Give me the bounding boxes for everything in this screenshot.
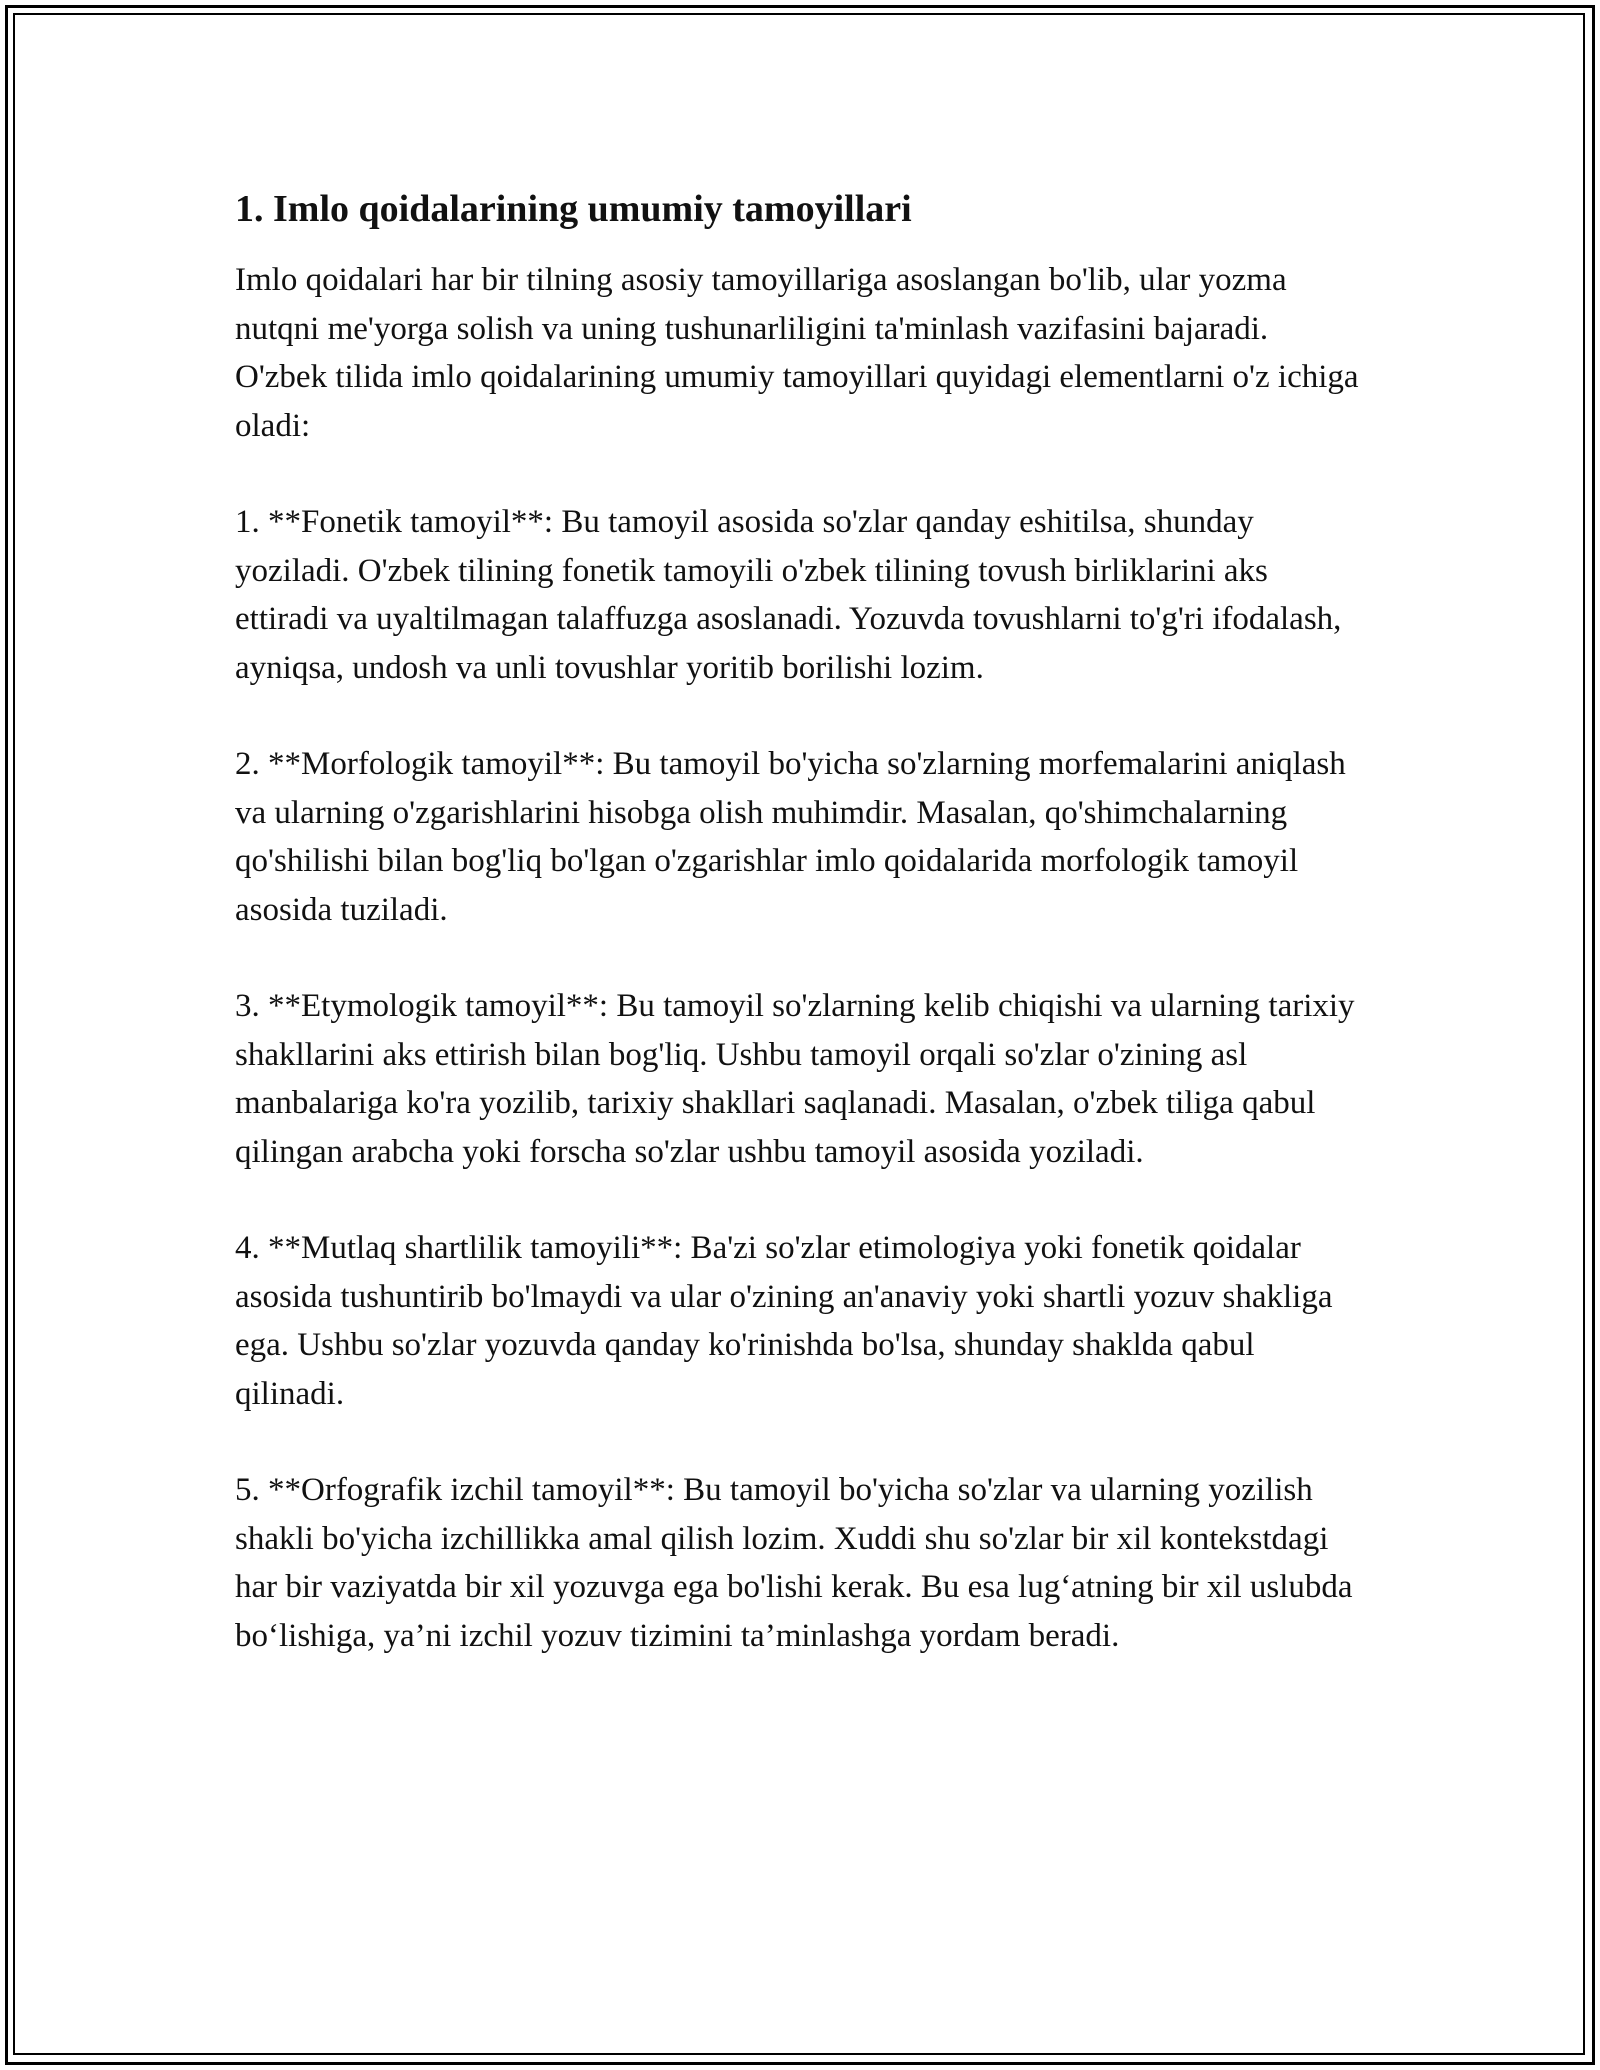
- paragraph-orfografik-izchil-tamoyil: 5. **Orfografik izchil tamoyil**: Bu tamoyil bo'yicha so'zlar va ularning yozilish shakli bo'yicha izchillikka amal qilish lozim. Xuddi shu so'zlar bir xil kontekstdagi har bir vaziyatda bir xil yozuvga ega bo'lishi kerak. Bu esa lug‘atning bir xil uslubda bo‘lishiga, ya’ni izchil yozuv tizimini ta’minlashga yordam beradi.: [235, 1472, 1353, 1654]
- paragraph-mutlaq-shartlilik-tamoyili: 4. **Mutlaq shartlilik tamoyili**: Ba'zi so'zlar etimologiya yoki fonetik qoidalar asosida tushuntirib bo'lmaydi va ular o'zining an'anaviy yoki shartli yozuv shakliga ega. Ushbu so'zlar yozuvda qanday ko'rinishda bo'lsa, shunday shaklda qabul qilinadi.: [235, 1230, 1333, 1412]
- intro-paragraph: Imlo qoidalari har bir tilning asosiy tamoyillariga asoslangan bo'lib, ular yozma nutqni me'yorga solish va uning tushunarliligini ta'minlash vazifasini bajaradi. O'zbek tilida imlo qoidalarining umumiy tamoyillari quyidagi elementlarni o'z ichiga oladi:: [235, 262, 1359, 444]
- document-body: [235, 185, 1365, 1708]
- paragraph-etymologik-tamoyil: 3. **Etymologik tamoyil**: Bu tamoyil so'zlarning kelib chiqishi va ularning tarixiy shakllarini aks ettirish bilan bog'liq. Ushbu tamoyil orqali so'zlar o'zining asl manbalariga ko'ra yozilib, tarixiy shakllari saqlanadi. Masalan, o'zbek tiliga qabul qilingan arabcha yoki forscha so'zlar ushbu tamoyil asosida yoziladi.: [235, 988, 1355, 1170]
- paragraph-morfologik-tamoyil: 2. **Morfologik tamoyil**: Bu tamoyil bo'yicha so'zlarning morfemalarini aniqlash va ularning o'zgarishlarini hisobga olish muhimdir. Masalan, qo'shimchalarning qo'shilishi bilan bog'liq bo'lgan o'zgarishlar imlo qoidalarida morfologik tamoyil asosida tuziladi.: [235, 746, 1346, 928]
- section-heading: 1. Imlo qoidalarining umumiy tamoyillari: [235, 188, 912, 230]
- paragraph-fonetik-tamoyil: 1. **Fonetik tamoyil**: Bu tamoyil asosida so'zlar qanday eshitilsa, shunday yoziladi. O'zbek tilining fonetik tamoyili o'zbek tilining tovush birliklarini aks ettiradi va uyaltilmagan talaffuzga asoslanadi. Yozuvda tovushlarni to'g'ri ifodalash, ayniqsa, undosh va unli tovushlar yoritib borilishi lozim.: [235, 504, 1342, 686]
